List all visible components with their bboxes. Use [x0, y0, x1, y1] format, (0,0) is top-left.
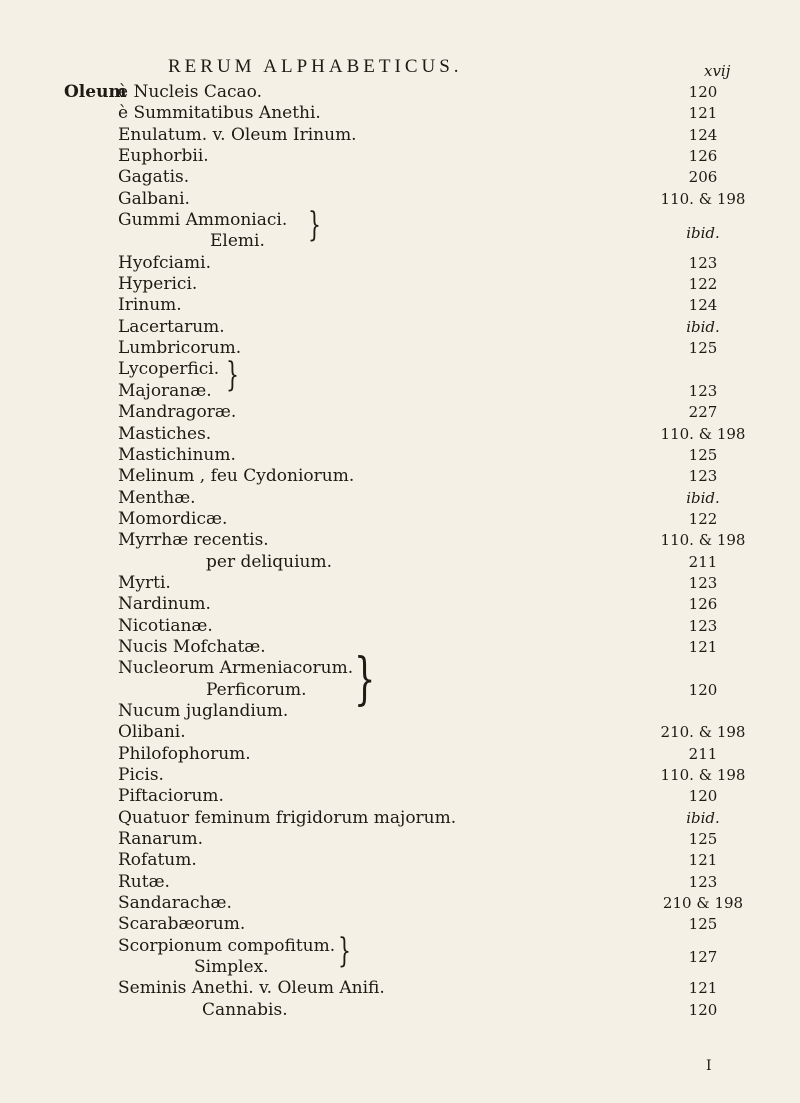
- entry-label: per deliquium.: [206, 551, 333, 572]
- entry-label: Rofatum.: [118, 850, 197, 871]
- grouping-brace: }: [338, 931, 351, 971]
- entry-label: Picis.: [118, 765, 164, 785]
- index-entry: [118, 381, 758, 402]
- index-entry: [118, 722, 758, 743]
- entry-label: Elemi.: [210, 231, 265, 252]
- index-entries: [118, 82, 758, 1021]
- entry-page-ref: 123: [688, 253, 718, 272]
- index-entry: [118, 786, 758, 807]
- entry-label: Lacertarum.: [118, 316, 225, 337]
- entry-label: Myrrhæ recentis.: [118, 530, 269, 551]
- entry-label: Piftaciorum.: [118, 786, 224, 807]
- entry-page-ref: 127: [688, 948, 718, 967]
- entry-label: è Summitatibus Anethi.: [118, 103, 321, 124]
- index-entry: [118, 359, 758, 380]
- index-entry: [118, 637, 758, 658]
- entry-page-ref: 211: [688, 552, 718, 571]
- index-entry: [118, 829, 758, 850]
- entry-page-ref: ibid.: [686, 317, 720, 336]
- index-entry: [118, 189, 758, 210]
- entry-label: Myrti.: [118, 572, 171, 593]
- entry-label: Lycoperfici.: [118, 359, 220, 380]
- entry-page-ref: 123: [688, 616, 718, 635]
- entry-label: Nicotianæ.: [118, 615, 213, 636]
- entry-page-ref: 110. & 198: [660, 189, 746, 208]
- entry-label: Galbani.: [118, 188, 190, 209]
- entry-page-ref: 123: [688, 872, 718, 891]
- side-heading: Oleum: [64, 82, 127, 102]
- entry-page-ref: ibid.: [686, 488, 720, 507]
- entry-label: Melinum , feu Cydoniorum.: [118, 466, 355, 487]
- entry-label: Olibani.: [118, 722, 186, 743]
- index-entry: [118, 552, 758, 573]
- entry-label: Hyofciami.: [118, 252, 212, 273]
- running-header: RERUM ALPHABETICUS.: [168, 56, 463, 77]
- index-entry: [118, 808, 758, 829]
- entry-label: Mastichinum.: [118, 444, 236, 465]
- entry-label: Majoranæ.: [118, 380, 212, 401]
- entry-page-ref: 123: [688, 467, 718, 486]
- entry-label: è Nucleis Cacao.: [118, 82, 263, 102]
- entry-label: Nardinum.: [118, 594, 211, 615]
- entry-label: Philofophorum.: [118, 743, 251, 764]
- index-entry: [118, 573, 758, 594]
- entry-page-ref: 124: [688, 296, 718, 315]
- index-entry: [118, 765, 758, 786]
- index-entry: [118, 616, 758, 637]
- index-entry: [118, 103, 758, 124]
- entry-label: Scorpionum compofitum.: [118, 935, 336, 956]
- entry-page-ref: 125: [688, 915, 718, 934]
- index-entry: [118, 224, 758, 252]
- entry-page-ref: 123: [688, 573, 718, 592]
- index-entry: [118, 466, 758, 487]
- grouping-brace: }: [354, 647, 376, 713]
- entry-label: Euphorbii.: [118, 146, 209, 167]
- entry-label: Nucis Mofchatæ.: [118, 636, 266, 657]
- entry-page-ref: 121: [688, 637, 718, 656]
- index-entry: [118, 594, 758, 615]
- entry-label: Nucleorum Armeniacorum.: [118, 658, 354, 679]
- entry-page-ref: 211: [688, 744, 718, 763]
- catchword: I: [706, 1058, 712, 1074]
- entry-page-ref: 122: [688, 275, 718, 294]
- entry-label: Enulatum. v. Oleum Irinum.: [118, 124, 357, 145]
- entry-page-ref: 120: [688, 1000, 718, 1019]
- entry-label: Mandragoræ.: [118, 402, 237, 423]
- entry-label: Quatuor feminum frigidorum majorum.: [118, 807, 457, 828]
- entry-page-ref: 125: [688, 339, 718, 358]
- entry-label: Seminis Anethi. v. Oleum Anifi.: [118, 978, 385, 999]
- index-entry: [118, 338, 758, 359]
- entry-label: Rutæ.: [118, 871, 170, 892]
- entry-label: Simplex.: [194, 957, 269, 978]
- entry-page-ref: 125: [688, 830, 718, 849]
- entry-page-ref: 110. & 198: [660, 531, 746, 550]
- entry-label: Menthæ.: [118, 487, 196, 508]
- entry-label: Perficorum.: [206, 679, 307, 700]
- index-entry: [118, 509, 758, 530]
- entry-page-ref: 120: [688, 680, 718, 699]
- index-entry: [118, 850, 758, 871]
- index-entry: [118, 978, 758, 999]
- entry-page-ref: 121: [688, 104, 718, 123]
- entry-label: Gummi Ammoniaci.: [118, 210, 288, 231]
- index-entry: [118, 167, 758, 188]
- index-entry: [118, 295, 758, 316]
- index-entry: [118, 872, 758, 893]
- index-entry: [118, 893, 758, 914]
- entry-label: Sandarachæ.: [118, 893, 232, 914]
- entry-page-ref: ibid.: [686, 808, 720, 827]
- entry-label: Nucum juglandium.: [118, 700, 289, 721]
- index-entry: [118, 530, 758, 551]
- index-entry: [118, 744, 758, 765]
- entry-page-ref: 227: [688, 403, 718, 422]
- entry-page-ref: ibid.: [686, 224, 720, 243]
- index-entry: [118, 125, 758, 146]
- index-entry: [118, 253, 758, 274]
- index-entry: [118, 488, 758, 509]
- index-entry: [118, 317, 758, 338]
- index-entry: [118, 274, 758, 295]
- entry-page-ref: 122: [688, 509, 718, 528]
- entry-page-ref: 121: [688, 979, 718, 998]
- entry-page-ref: 110. & 198: [660, 766, 746, 784]
- index-entry: [118, 402, 758, 423]
- entry-page-ref: 210 & 198: [662, 894, 744, 913]
- entry-page-ref: 120: [688, 83, 718, 101]
- index-entry: [118, 948, 758, 978]
- grouping-brace: }: [308, 205, 321, 246]
- entry-label: Ranarum.: [118, 829, 204, 850]
- page-number: xvij: [704, 62, 731, 80]
- index-entry: [118, 146, 758, 167]
- entry-label: Mastiches.: [118, 423, 212, 444]
- entry-page-ref: 126: [688, 595, 718, 614]
- entry-label: Cannabis.: [202, 999, 288, 1020]
- entry-page-ref: 110. & 198: [660, 424, 746, 443]
- entry-page-ref: 125: [688, 445, 718, 464]
- index-entry: [118, 680, 758, 701]
- entry-label: Hyperici.: [118, 274, 198, 295]
- index-entry: [118, 658, 758, 679]
- entry-page-ref: 126: [688, 147, 718, 166]
- entry-label: Gagatis.: [118, 167, 190, 188]
- entry-page-ref: 124: [688, 125, 718, 144]
- index-entry: [118, 424, 758, 445]
- entry-page-ref: 210. & 198: [660, 723, 746, 742]
- entry-page-ref: 123: [688, 381, 718, 400]
- index-entry: [118, 445, 758, 466]
- entry-page-ref: 121: [688, 851, 718, 870]
- entry-page-ref: 120: [688, 787, 718, 806]
- index-entry: [118, 82, 758, 103]
- entry-page-ref: 206: [688, 168, 718, 187]
- index-entry: [118, 701, 758, 722]
- entry-label: Lumbricorum.: [118, 338, 242, 359]
- entry-label: Irinum.: [118, 295, 182, 316]
- index-entry: [118, 1000, 758, 1021]
- grouping-brace: }: [226, 354, 239, 395]
- entry-label: Momordicæ.: [118, 508, 228, 529]
- entry-label: Scarabæorum.: [118, 914, 246, 935]
- index-entry: [118, 914, 758, 935]
